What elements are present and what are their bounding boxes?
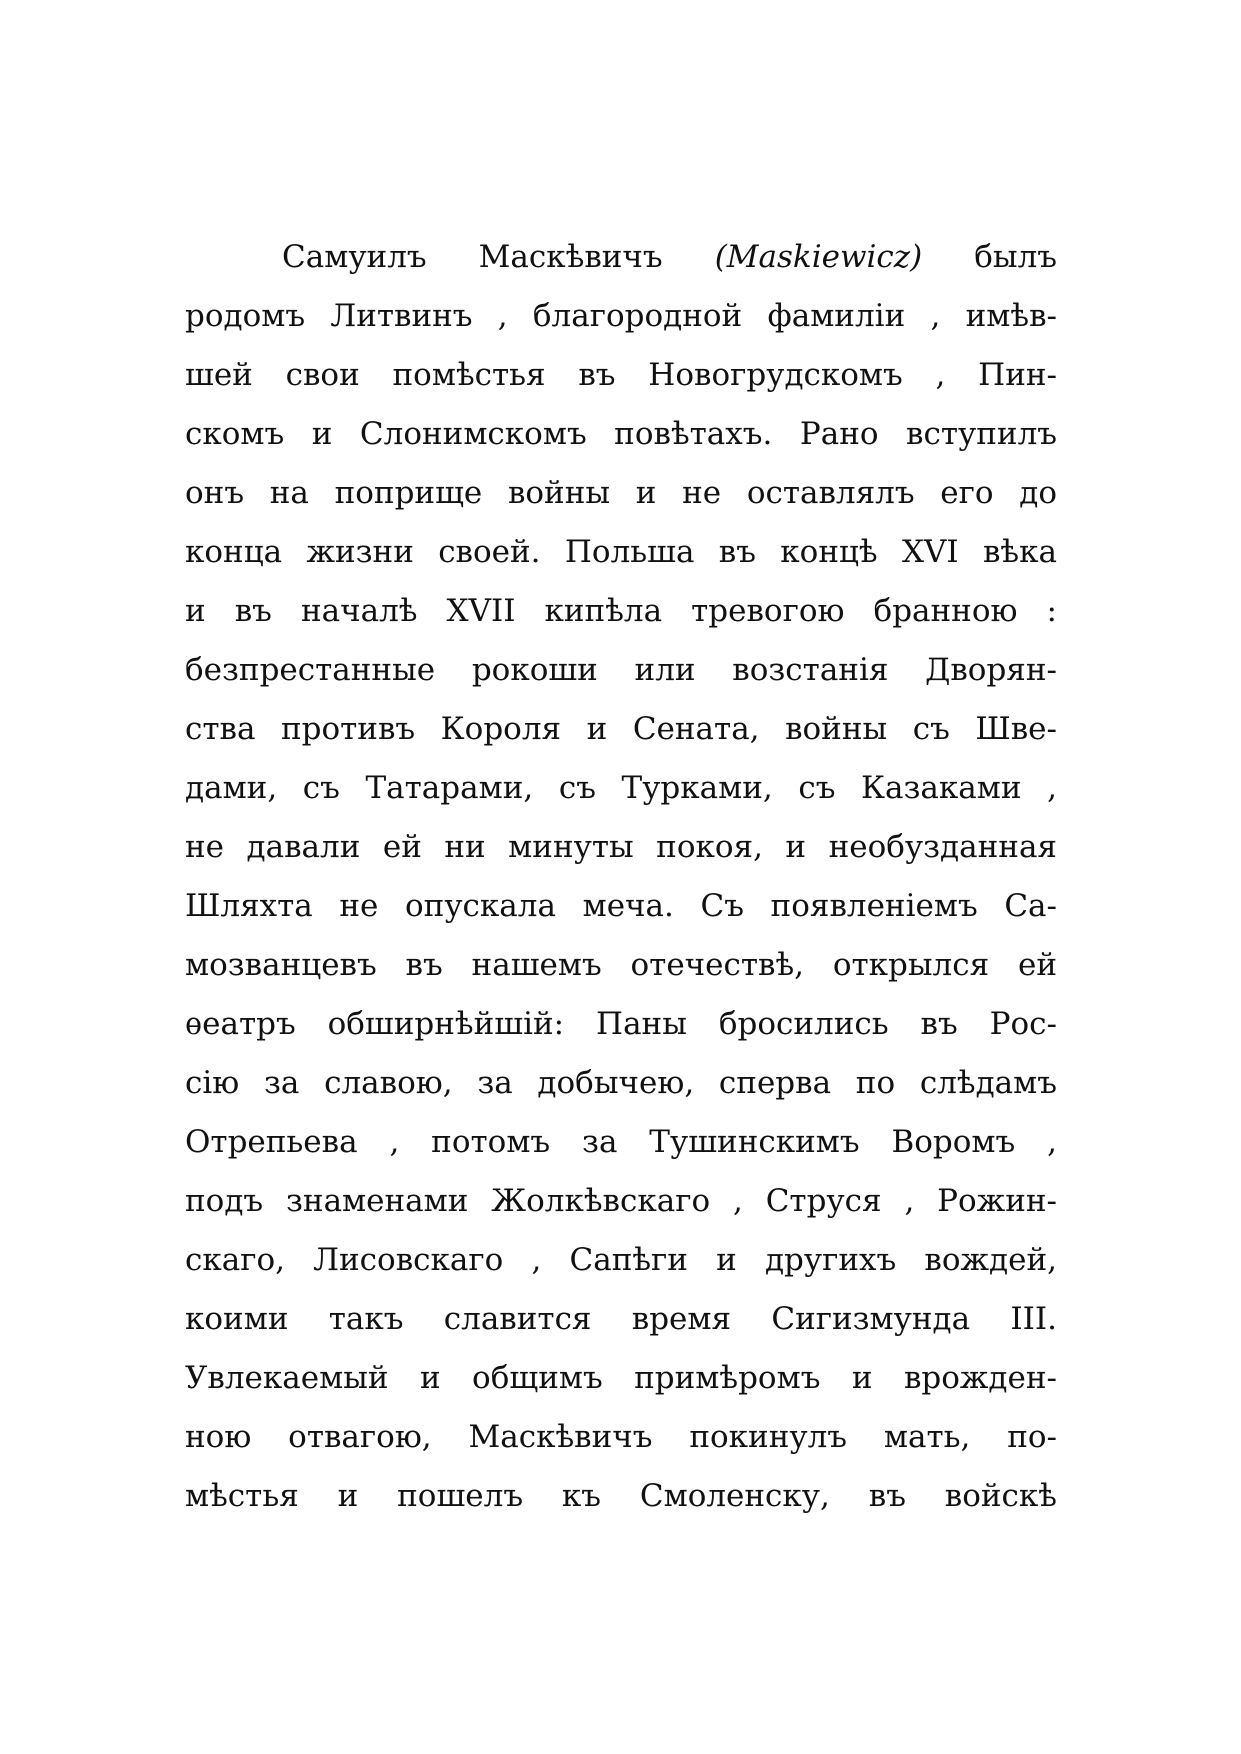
text-line-9: ства противъ Короля и Сената, войны съ Шве-: [185, 711, 1057, 747]
text-line-6: конца жизни своей. Польша въ концѣ XVI вѣка: [185, 534, 1057, 570]
text-line-8: безпрестанные рокоши или возстанія Дворян-: [185, 652, 1057, 688]
latin-name: (Maskiewicz): [714, 239, 923, 275]
text-line-17: подъ знаменами Жолкѣвскаго , Струся , Рожин-: [185, 1183, 1057, 1219]
text-line-16: Отрепьева , потомъ за Тушинскимъ Воромъ ,: [185, 1124, 1057, 1160]
text-line-7: и въ началѣ XVII кипѣла тревогою бранною :: [185, 593, 1057, 629]
text-line-21: ною отвагою, Маскѣвичъ покинулъ мать, по-: [185, 1419, 1057, 1455]
body-text: [185, 228, 1057, 1526]
text-line-1: [185, 228, 1057, 287]
text-line-19: коими такъ славится время Сигизмунда III.: [185, 1301, 1057, 1337]
text-line-11: не давали ей ни минуты покоя, и необузданная: [185, 829, 1057, 865]
text-line-2: родомъ Литвинъ , благородной фамиліи , имѣв-: [185, 298, 1057, 334]
text-line-22: мѣстья и пошелъ къ Смоленску, въ войскѣ: [185, 1478, 1057, 1514]
text-line-3: шей свои помѣстья въ Новогрудскомъ , Пин-: [185, 357, 1057, 393]
text-line-12: Шляхта не опускала меча. Съ появленіемъ Са-: [185, 888, 1057, 924]
text-fragment: былъ: [922, 239, 1057, 275]
text-line-18: скаго, Лисовскаго , Сапѣги и другихъ вождей,: [185, 1242, 1057, 1278]
text-line-4: скомъ и Слонимскомъ повѣтахъ. Рано вступилъ: [185, 416, 1057, 452]
text-line-5: онъ на поприще войны и не оставлялъ его до: [185, 475, 1057, 511]
text-line-15: сію за славою, за добычею, сперва по слѣдамъ: [185, 1065, 1057, 1101]
text-line-13: мозванцевъ въ нашемъ отечествѣ, открылся ей: [185, 947, 1057, 983]
text-line-20: Увлекаемый и общимъ примѣромъ и врожден-: [185, 1360, 1057, 1396]
text-line-10: дами, съ Татарами, съ Турками, съ Казаками ,: [185, 770, 1057, 806]
text-line-14: ѳеатръ обширнѣйшій: Паны бросились въ Рос-: [185, 1006, 1057, 1042]
text-fragment: Самуилъ Маскѣвичъ: [282, 239, 715, 275]
